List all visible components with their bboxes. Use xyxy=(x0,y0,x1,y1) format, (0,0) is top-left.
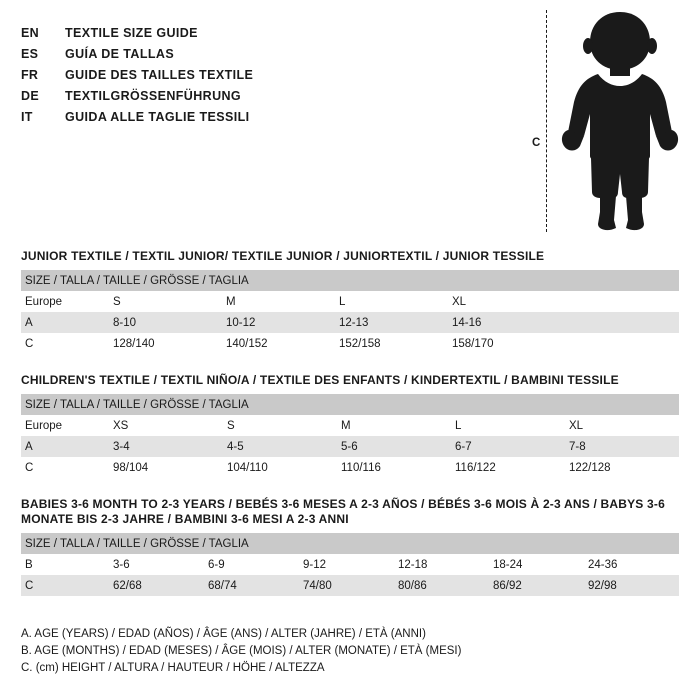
cell: 14-16 xyxy=(448,312,561,333)
row-label: Europe xyxy=(21,291,109,312)
cell: 62/68 xyxy=(109,575,204,596)
height-measure-label: C xyxy=(531,136,541,152)
cell: 128/140 xyxy=(109,333,222,354)
cell: 8-10 xyxy=(109,312,222,333)
language-row xyxy=(21,47,521,68)
legend-line-b: B. AGE (MONTHS) / EDAD (MESES) / ÂGE (MOIS) / ALTER (MONATE) / ETÀ (MESI) xyxy=(21,645,462,657)
language-title: GUÍA DE TALLAS xyxy=(65,47,175,61)
language-title: TEXTILE SIZE GUIDE xyxy=(65,26,198,40)
cell: M xyxy=(337,415,451,436)
row-label: C xyxy=(21,333,109,354)
cell: 4-5 xyxy=(223,436,337,457)
row-label: C xyxy=(21,457,109,478)
cell: 80/86 xyxy=(394,575,489,596)
cell-empty xyxy=(561,291,679,312)
cell: 68/74 xyxy=(204,575,299,596)
language-row xyxy=(21,110,521,131)
section-title: JUNIOR TEXTILE / TEXTIL JUNIOR/ TEXTILE JUNIOR / JUNIORTEXTIL / JUNIOR TESSILE xyxy=(21,249,545,263)
table-row xyxy=(21,415,679,436)
cell: 158/170 xyxy=(448,333,561,354)
table-header-row xyxy=(21,533,679,554)
size-table-babies xyxy=(21,533,679,596)
cell: 3-4 xyxy=(109,436,223,457)
table-row xyxy=(21,312,679,333)
language-code: ES xyxy=(21,47,39,61)
cell: S xyxy=(109,291,222,312)
child-silhouette-icon xyxy=(558,6,688,241)
table-row xyxy=(21,575,679,596)
table-row xyxy=(21,554,679,575)
cell: 24-36 xyxy=(584,554,679,575)
cell: 18-24 xyxy=(489,554,584,575)
row-label: B xyxy=(21,554,109,575)
table-row xyxy=(21,436,679,457)
language-row xyxy=(21,89,521,110)
language-row xyxy=(21,68,521,89)
cell: 3-6 xyxy=(109,554,204,575)
cell: 10-12 xyxy=(222,312,335,333)
size-table-children xyxy=(21,394,679,478)
measurement-figure xyxy=(520,6,695,236)
cell: 104/110 xyxy=(223,457,337,478)
size-table-junior xyxy=(21,270,679,354)
language-title: GUIDE DES TAILLES TEXTILE xyxy=(65,68,254,82)
table-header-label: SIZE / TALLA / TAILLE / GRÖSSE / TAGLIA xyxy=(21,394,679,415)
cell: XL xyxy=(448,291,561,312)
cell: 12-13 xyxy=(335,312,448,333)
cell: 74/80 xyxy=(299,575,394,596)
legend-line-c: C. (cm) HEIGHT / ALTURA / HAUTEUR / HÖHE / ALTEZZA xyxy=(21,662,325,674)
section-babies-textile xyxy=(21,497,679,596)
cell: 6-7 xyxy=(451,436,565,457)
cell-empty xyxy=(561,312,679,333)
cell: M xyxy=(222,291,335,312)
cell: 12-18 xyxy=(394,554,489,575)
cell: L xyxy=(335,291,448,312)
cell: XL xyxy=(565,415,679,436)
cell: 116/122 xyxy=(451,457,565,478)
row-label: A xyxy=(21,436,109,457)
cell: 92/98 xyxy=(584,575,679,596)
table-header-label: SIZE / TALLA / TAILLE / GRÖSSE / TAGLIA xyxy=(21,533,679,554)
table-row xyxy=(21,333,679,354)
legend-block xyxy=(21,626,461,677)
language-title: GUIDA ALLE TAGLIE TESSILI xyxy=(65,110,250,124)
language-code: IT xyxy=(21,110,33,124)
cell: 140/152 xyxy=(222,333,335,354)
language-code: DE xyxy=(21,89,39,103)
cell: 5-6 xyxy=(337,436,451,457)
table-row xyxy=(21,291,679,312)
section-title: CHILDREN'S TEXTILE / TEXTIL NIÑO/A / TEXTILE DES ENFANTS / KINDERTEXTIL / BAMBINI TESSILE xyxy=(21,373,619,387)
language-title: TEXTILGRÖSSENFÜHRUNG xyxy=(65,89,242,103)
cell: 9-12 xyxy=(299,554,394,575)
language-code: FR xyxy=(21,68,39,82)
table-header-label: SIZE / TALLA / TAILLE / GRÖSSE / TAGLIA xyxy=(21,270,679,291)
cell-empty xyxy=(561,333,679,354)
cell: 6-9 xyxy=(204,554,299,575)
cell: 110/116 xyxy=(337,457,451,478)
cell: 98/104 xyxy=(109,457,223,478)
cell: 152/158 xyxy=(335,333,448,354)
section-junior-textile xyxy=(21,249,679,354)
row-label: C xyxy=(21,575,109,596)
cell: L xyxy=(451,415,565,436)
cell: 122/128 xyxy=(565,457,679,478)
cell: 7-8 xyxy=(565,436,679,457)
table-row xyxy=(21,457,679,478)
height-measure-line xyxy=(546,10,547,232)
table-header-row xyxy=(21,394,679,415)
legend-line-a: A. AGE (YEARS) / EDAD (AÑOS) / ÂGE (ANS) / ALTER (JAHRE) / ETÀ (ANNI) xyxy=(21,628,426,640)
section-title: BABIES 3-6 MONTH TO 2-3 YEARS / BEBÉS 3-6 MESES A 2-3 AÑOS / BÉBÉS 3-6 MOIS À 2-3 ANS / BABYS 3-6 MONATE BIS 2-3 JAHRE / BAMBINI 3-6 MESI A 2-3 ANNI xyxy=(21,497,665,526)
table-header-row xyxy=(21,270,679,291)
language-title-block xyxy=(21,26,521,131)
row-label: A xyxy=(21,312,109,333)
cell: S xyxy=(223,415,337,436)
section-childrens-textile xyxy=(21,373,679,478)
language-code: EN xyxy=(21,26,39,40)
language-row xyxy=(21,26,521,47)
row-label: Europe xyxy=(21,415,109,436)
cell: 86/92 xyxy=(489,575,584,596)
cell: XS xyxy=(109,415,223,436)
